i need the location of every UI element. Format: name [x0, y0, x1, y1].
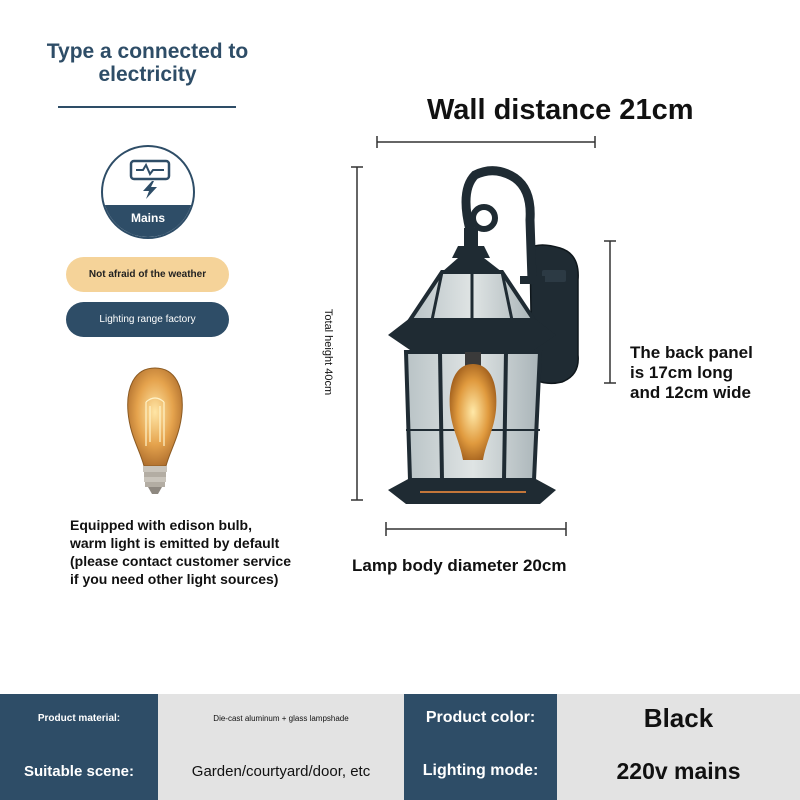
color-label: Product color: — [404, 694, 557, 742]
scene-label: Suitable scene: — [0, 742, 158, 800]
lamp-diameter-label: Lamp body diameter 20cm — [352, 556, 567, 575]
mode-value: 220v mains — [557, 742, 800, 800]
total-height-line — [351, 167, 363, 500]
material-value: Die-cast aluminum + glass lampshade — [158, 694, 404, 742]
mains-label: Mains — [130, 211, 165, 225]
total-height-label: Total height 40cm — [322, 308, 334, 396]
edison-bulb-image — [120, 366, 190, 496]
wall-distance-label: Wall distance 21cm — [427, 94, 694, 126]
mains-badge — [101, 145, 195, 239]
factory-pill: Lighting range factory — [66, 302, 229, 337]
back-panel-line — [604, 241, 616, 383]
back-panel-label: The back panel is 17cm long and 12cm wide — [630, 343, 753, 402]
material-label: Product material: — [0, 694, 158, 742]
wall-lamp-image — [350, 130, 620, 540]
lamp-diameter-line — [386, 522, 566, 536]
title-underline — [58, 106, 236, 108]
scene-value: Garden/courtyard/door, etc — [158, 742, 404, 800]
mains-power-icon — [128, 159, 172, 199]
color-value: Black — [557, 694, 800, 742]
wall-distance-line — [377, 136, 595, 148]
bulb-description: Equipped with edison bulb, warm light is emitted by default (please contact customer service if you need other light sources) — [70, 517, 291, 587]
section-title: Type a connected to electricity — [46, 40, 249, 86]
mode-label: Lighting mode: — [404, 742, 557, 800]
spec-table — [0, 694, 800, 800]
weather-pill: Not afraid of the weather — [66, 257, 229, 292]
